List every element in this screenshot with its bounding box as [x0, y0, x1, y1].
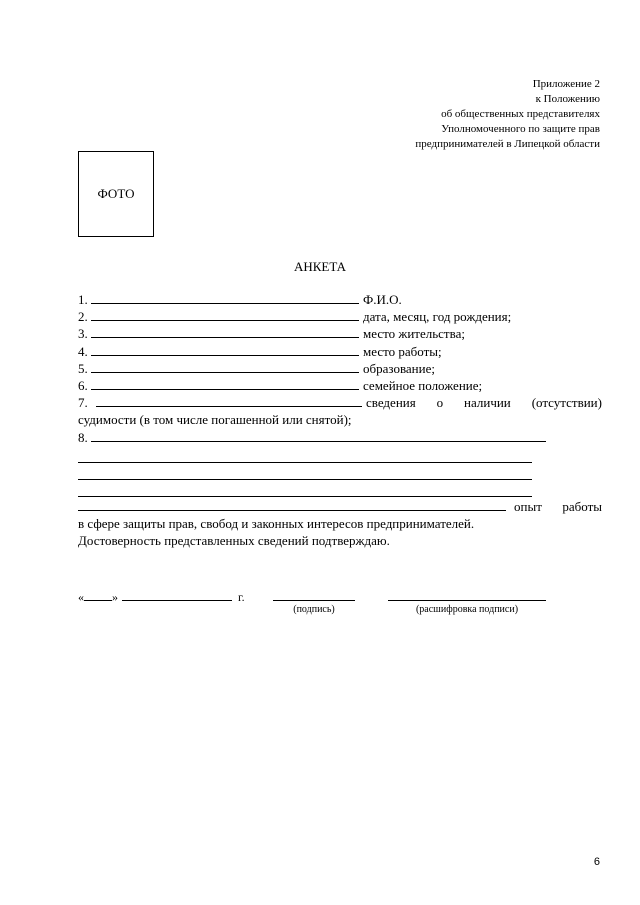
field-blank-education[interactable] [91, 360, 359, 373]
appendix-header [415, 77, 600, 152]
field-row-8 [78, 429, 602, 446]
field-label: дата, месяц, год рождения; [363, 309, 512, 325]
field-label: Ф.И.О. [363, 292, 402, 307]
appendix-line: к Положению [535, 93, 600, 105]
appendix-line: предпринимателей в Липецкой области [415, 138, 600, 150]
quote-close: » [112, 590, 118, 604]
field-label-word: работы [562, 498, 602, 514]
field-blank-criminal-record[interactable] [96, 394, 362, 407]
signature-decode-blank[interactable] [388, 589, 546, 601]
field-row-7 [78, 394, 602, 411]
field-number: 8. [78, 429, 88, 445]
field-blank-residence[interactable] [91, 325, 359, 338]
page-number: 6 [593, 856, 600, 868]
photo-label: ФОТО [97, 186, 135, 201]
field-number: 6. [78, 378, 88, 394]
field-label: место жительства; [363, 326, 465, 342]
field-row-8-continuation [78, 515, 602, 532]
field-row-1 [78, 291, 602, 308]
date-field [78, 589, 245, 605]
field-row-5 [78, 360, 602, 377]
confirmation-row [78, 532, 602, 549]
field-row-4 [78, 343, 602, 360]
quote-open: « [78, 590, 84, 604]
field-label: образование; [363, 360, 435, 376]
form-title: АНКЕТА [293, 259, 347, 274]
field-label-justified [514, 498, 602, 515]
appendix-line: об общественных представителях [441, 108, 600, 120]
signature-decode-field [388, 589, 546, 615]
field-blank-fio[interactable] [91, 291, 359, 304]
field-label-word: опыт [514, 498, 542, 514]
field-row-7-continuation [78, 411, 602, 428]
field-label-word: о [436, 395, 444, 411]
field-number: 2. [78, 309, 88, 325]
field-row-6 [78, 377, 602, 394]
field-label-word: сведения [366, 395, 416, 411]
field-label: судимости (в том числе погашенной или снятой); [78, 412, 352, 428]
field-row-2 [78, 308, 602, 325]
day-blank[interactable] [84, 589, 112, 601]
field-label-word: (отсутствии) [531, 395, 602, 411]
field-number: 1. [78, 292, 88, 307]
field-blank-workplace[interactable] [91, 343, 359, 356]
field-blank-birthdate[interactable] [91, 308, 359, 321]
signature-decode-caption: (расшифровка подписи) [415, 604, 519, 615]
photo-placeholder [78, 151, 154, 237]
field-number: 4. [78, 343, 88, 359]
field-blank-experience-line-5[interactable] [78, 498, 506, 511]
month-year-blank[interactable] [122, 589, 232, 601]
confirmation-text: Достоверность представленных сведений подтверждаю. [78, 533, 390, 549]
field-label-word: наличии [464, 395, 511, 411]
questionnaire-form [78, 291, 602, 549]
appendix-line: Уполномоченного по защите прав [441, 123, 600, 135]
field-label-justified [366, 394, 602, 411]
signature-caption: (подпись) [293, 604, 335, 615]
field-label: место работы; [363, 343, 442, 359]
field-blank-experience-line-4[interactable] [78, 484, 532, 497]
field-row-8-tail [78, 498, 602, 515]
appendix-line: Приложение 2 [532, 78, 600, 90]
field-number: 3. [78, 326, 88, 342]
field-blank-marital-status[interactable] [91, 377, 359, 390]
field-label: в сфере защиты прав, свобод и законных интересов предпринимателей. [78, 516, 475, 532]
field-label: семейное положение; [363, 378, 483, 394]
field-blank-experience-line-3[interactable] [78, 467, 532, 480]
signature-block [78, 589, 608, 629]
field-row-3 [78, 325, 602, 342]
field-blank-experience-line-1[interactable] [91, 429, 546, 442]
field-blank-experience-line-2[interactable] [78, 450, 532, 463]
signature-blank[interactable] [273, 589, 355, 601]
field-number: 7. [78, 395, 88, 411]
year-suffix: г. [238, 590, 245, 604]
signature-field [273, 589, 355, 615]
field-number: 5. [78, 360, 88, 376]
